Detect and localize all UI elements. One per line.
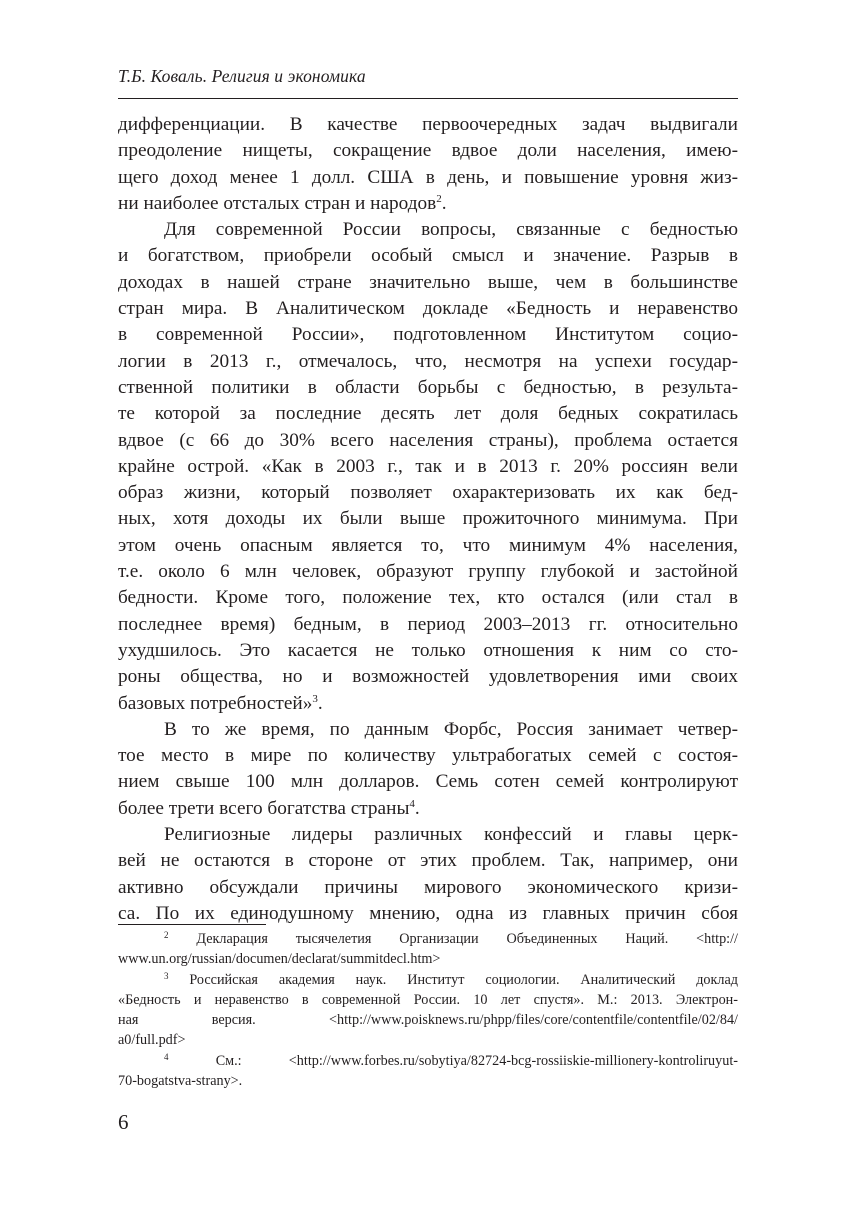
text-line: дифференциации. В качестве первоочередных задач выдвигали — [118, 114, 738, 135]
footnote-line: a0/full.pdf> — [118, 1032, 186, 1049]
running-title: Т.Б. Коваль. Религия и экономика — [118, 66, 366, 86]
text-line-content: более трети всего богатства страны — [118, 797, 410, 819]
footnote-line: ная версия. <http://www.poisknews.ru/phpp/files/core/contentfile/contentfile/02/84/ — [118, 1012, 738, 1029]
footnote-line — [118, 970, 738, 990]
text-line: те которой за последние десять лет доля бедных сократилась — [118, 403, 738, 425]
text-line: тое место в мире по количеству ультрабогатых семей с состоя- — [118, 745, 738, 767]
text-line: т.е. около 6 млн человек, образуют группу глубокой и застойной — [118, 561, 738, 583]
footnotes — [118, 929, 738, 1091]
text-line: щего доход менее 1 долл. США в день, и повышение уровня жиз- — [118, 166, 738, 188]
footnote-number: 2 — [164, 930, 169, 940]
text-line-content: базовых потребностей» — [118, 692, 313, 714]
footnote-number: 4 — [164, 1051, 169, 1062]
footnote-ref: 3 — [312, 692, 318, 705]
footnote-text: Российская академия наук. Институт социологии. Аналитический доклад — [189, 971, 738, 988]
text-line: бедности. Кроме того, положение тех, кто остался (или стал в — [118, 587, 738, 609]
footnote-rule — [118, 924, 266, 925]
text-line: вдвое (с 66 до 30% всего населения страны), проблема остается — [118, 429, 738, 451]
text-line: ни наиболее отсталых стран и народов$^2$. — [118, 192, 447, 214]
text-line: более трети всего богатства страны$^4$. — [118, 797, 420, 819]
footnote-text: Декларация тысячелетия Организации Объединенных Наций. <http:// — [196, 931, 738, 947]
footnote-ref: 4 — [409, 797, 415, 810]
text-line: са. По их единодушному мнению, одна из главных причин сбоя — [118, 902, 738, 924]
footnote-number: 3 — [164, 970, 169, 981]
text-line: ных, хотя доходы их были выше прожиточного минимума. При — [118, 508, 738, 530]
footnote-line: 70-bogatstva-strany>. — [118, 1073, 243, 1090]
text-line: преодоление нищеты, сокращение вдвое доли населения, имею- — [118, 140, 738, 162]
text-line: последнее время) бедным, в период 2003–2013 гг. относительно — [118, 613, 738, 635]
text-line: базовых потребностей»$^3$. — [118, 692, 323, 714]
footnote-line: www.un.org/russian/documen/declarat/summitdecl.htm> — [118, 951, 441, 968]
footnote-line: «Бедность и неравенство в современной России. 10 лет спустя». М.: 2013. Электрон- — [118, 991, 738, 1008]
text-line: активно обсуждали причины мирового экономического кризи- — [118, 876, 738, 898]
text-line: роны общества, но и возможностей удовлетворения ими своих — [118, 666, 738, 688]
text-line: ухудшилось. Это касается не только отношения к ним со сто- — [118, 639, 738, 661]
text-line: образ жизни, который позволяет охарактеризовать их как бед- — [118, 482, 738, 504]
text-line: ственной политики в области борьбы с бедностью, в результа- — [118, 376, 738, 398]
page-number: 6 — [118, 1110, 129, 1134]
text-line: Религиозные лидеры различных конфессий и главы церк- — [164, 824, 738, 846]
text-line: нием свыше 100 млн долларов. Семь сотен семей контролируют — [118, 771, 738, 793]
footnote-line — [118, 1051, 738, 1071]
text-line: Для современной России вопросы, связанные с бедностью — [164, 219, 738, 241]
text-line: В то же время, по данным Форбс, Россия занимает четвер- — [164, 718, 738, 740]
header-rule — [118, 98, 738, 99]
main-text — [118, 112, 738, 927]
footnote-line — [118, 929, 738, 949]
text-line: стран мира. В Аналитическом докладе «Бедность и неравенство — [118, 298, 738, 320]
text-line: крайне острой. «Как в 2003 г., так и в 2013 г. 20% россиян вели — [118, 455, 738, 477]
footnote-text: См.: <http://www.forbes.ru/sobytiya/82724-bcg-rossiiskie-millionery-kontroliruyut- — [215, 1052, 738, 1069]
text-line: логии в 2013 г., отмечалось, что, несмотря на успехи государ- — [118, 350, 738, 372]
text-line: этом очень опасным является то, что минимум 4% населения, — [118, 534, 738, 556]
text-line: и богатством, приобрели особый смысл и значение. Разрыв в — [118, 245, 738, 267]
text-line: вей не остаются в стороне от этих проблем. Так, например, они — [118, 850, 738, 872]
text-line-content: ни наиболее отсталых стран и народов — [118, 192, 437, 214]
text-line: доходах в нашей стране значительно выше, чем в большинстве — [118, 271, 738, 293]
footnote-ref: 2 — [436, 192, 442, 205]
text-line: в современной России», подготовленном Институтом социо- — [118, 324, 738, 346]
